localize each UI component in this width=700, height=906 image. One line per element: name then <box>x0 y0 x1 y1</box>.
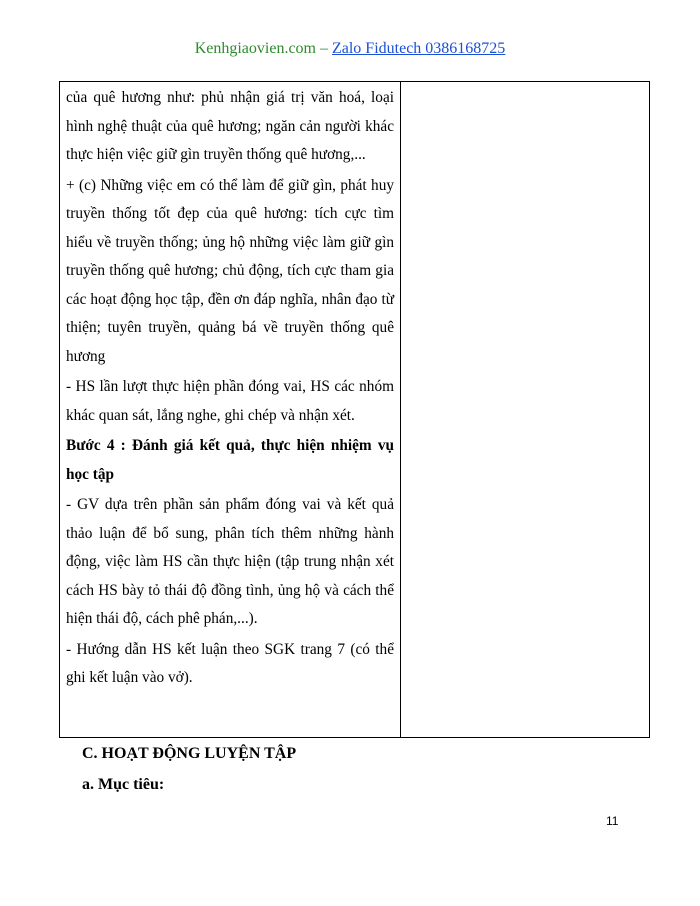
table-paragraph: + (c) Những việc em có thể làm để giữ gìn, phát huy truyền thống tốt đẹp của quê hương: tích cực tìm hiểu về truyền thống; ủng hộ những việc làm giữ gìn truyền thống quê hương; chủ động, tích cực tham gia các hoạt động học tập, đền ơn đáp nghĩa, nhân đạo từ thiện; tuyên truyền, quảng bá về truyền thống quê hương <box>66 176 394 365</box>
table-left-column <box>60 82 401 737</box>
table-paragraph: - GV dựa trên phần sản phẩm đóng vai và kết quả thảo luận để bổ sung, phân tích thêm những hành động, việc làm HS cần thực hiện (tập trung nhận xét cách HS bày tỏ thái độ đồng tình, ủng hộ và cách thể hiện thái độ, cách phê phán,...). <box>66 496 394 627</box>
page-number: 11 <box>606 814 619 828</box>
step-4-heading: Bước 4 : Đánh giá kết quả, thực hiện nhiệm vụ học tập <box>66 437 394 483</box>
section-title: C. HOẠT ĐỘNG LUYỆN TẬP <box>82 745 297 762</box>
table-paragraph: - Hướng dẫn HS kết luận theo SGK trang 7 (có thể ghi kết luận vào vở). <box>66 640 394 686</box>
header-separator: – <box>315 40 332 57</box>
contact-link[interactable]: Zalo Fidutech 0386168725 <box>331 40 506 57</box>
table-right-column <box>401 82 649 737</box>
site-name[interactable]: Kenhgiaovien.com <box>194 40 316 57</box>
page-header <box>0 40 700 58</box>
section-subtitle: a. Mục tiêu: <box>82 776 165 793</box>
lesson-table <box>59 81 650 738</box>
table-paragraph: của quê hương như: phủ nhận giá trị văn hoá, loại hình nghệ thuật của quê hương; ngăn cản người khác thực hiện việc giữ gìn truyền thống quê hương,... <box>66 89 394 163</box>
table-paragraph: - HS lần lượt thực hiện phần đóng vai, HS các nhóm khác quan sát, lắng nghe, ghi chép và nhận xét. <box>66 378 394 424</box>
